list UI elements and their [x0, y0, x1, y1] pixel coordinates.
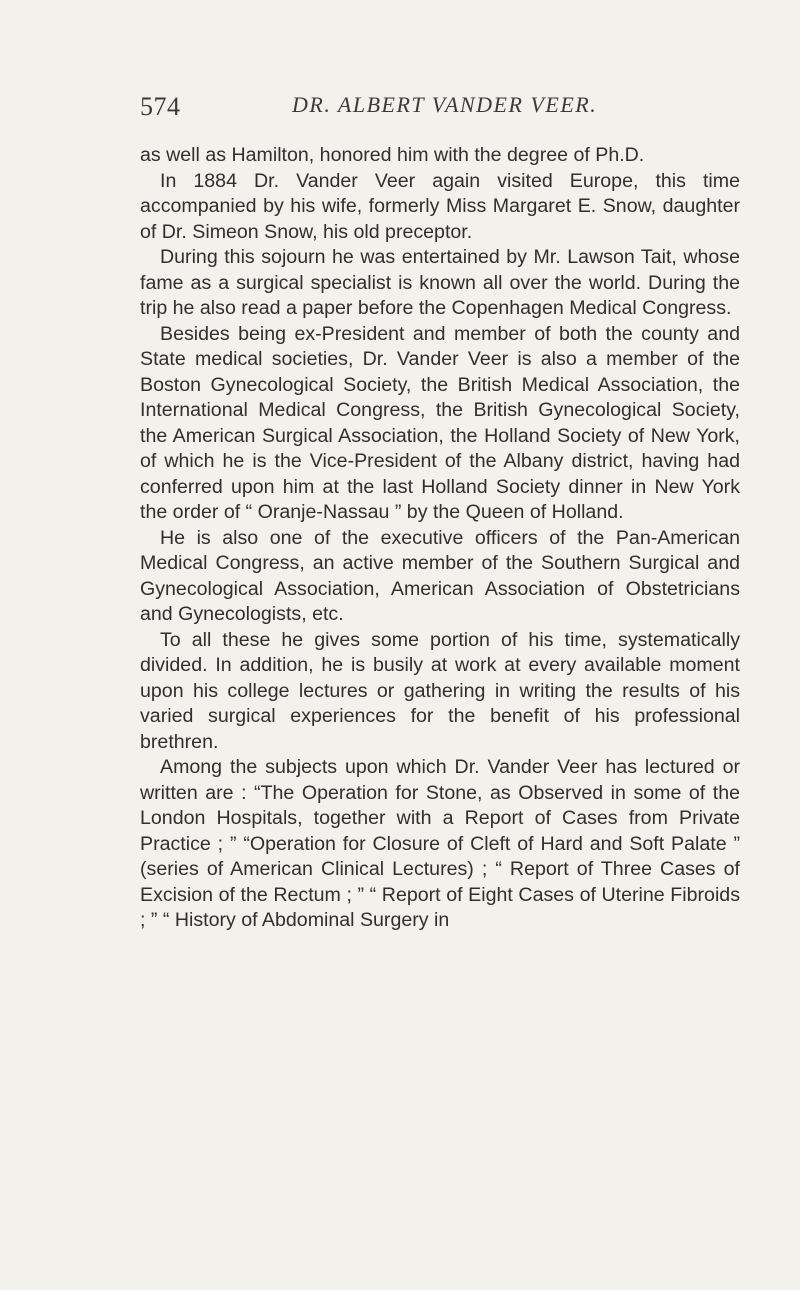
page-number: 574 [140, 92, 181, 121]
running-title: DR. ALBERT VANDER VEER. [292, 92, 598, 117]
paragraph-time-division: To all these he gives some portion of his time, systematically divided. In addition, he is busily at work at every available moment upon his college lectures or gathering in writing the results of his varied surgical experiences for the benefit of his professional brethren. [140, 628, 740, 753]
paragraph-lecture-subjects: Among the subjects upon which Dr. Vander Veer has lectured or written are : “The Operation for Stone, as Observed in some of the London Hospitals, together with a Report of Cases from Private Practice ; ” “Operation for Closure of Cleft of Hard and Soft Palate ” (series of American Clinical Lectures) ; “ Report of Three Cases of Excision of the Rectum ; ” “ Report of Eight Cases of Uterine Fibroids ; ” “ History of Abdominal Surgery in [140, 756, 740, 931]
paragraph-memberships: Besides being ex-President and member of both the county and State medical societies, Dr. Vander Veer is also a member of the Boston Gynecological Society, the British Medical Association, the International Medical Congress, the British Gynecological Society, the American Surgical Association, the Holland Society of New York, of which he is the Vice-President of the Albany district, having had conferred upon him at the last Holland Society dinner in New York the order of “ Oranje-Nassau ” by the Queen of Holland. [140, 322, 740, 523]
paragraph-continuation: as well as Hamilton, honored him with the degree of Ph.D. [140, 144, 645, 166]
paragraph-europe-visit: In 1884 Dr. Vander Veer again visited Europe, this time accompanied by his wife, formerly Miss Margaret E. Snow, daughter of Dr. Simeon Snow, his old preceptor. [140, 169, 740, 243]
paragraph-executive-officer: He is also one of the executive officers of the Pan-American Medical Congress, an active member of the Southern Surgical and Gynecological Association, American Association of Obstetricians and Gynecologists, etc. [140, 526, 740, 625]
page-header [140, 92, 740, 132]
paragraph-sojourn: During this sojourn he was entertained by Mr. Lawson Tait, whose fame as a surgical specialist is known all over the world. During the trip he also read a paper before the Copenhagen Medical Congress. [140, 246, 740, 319]
body-text [140, 143, 740, 934]
